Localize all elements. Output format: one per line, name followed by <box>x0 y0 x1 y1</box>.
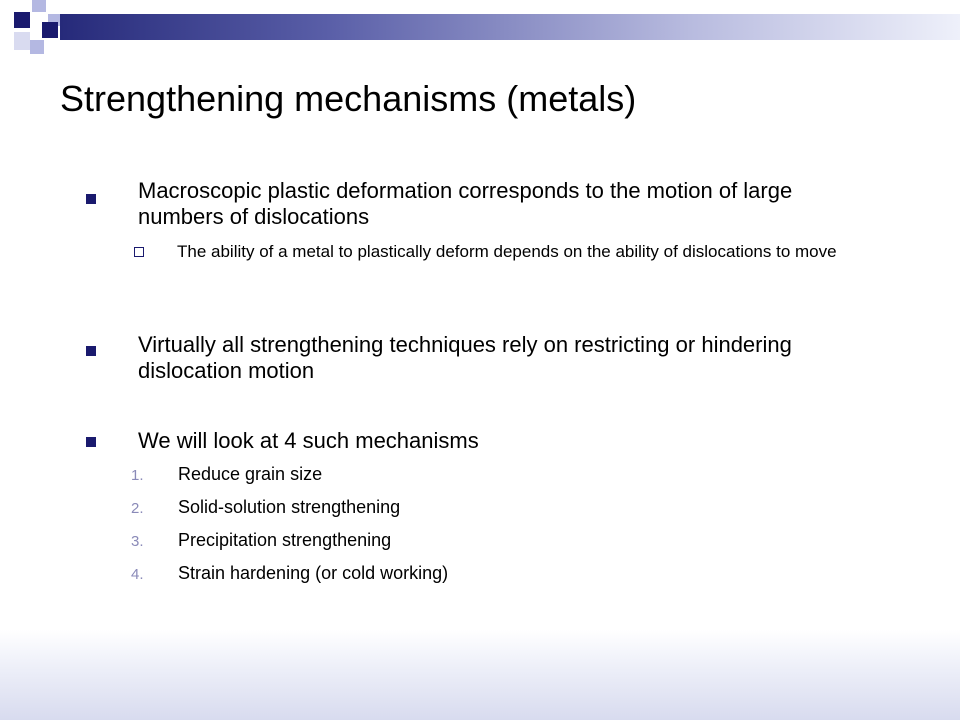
sub-bullet-hollow-square-icon <box>134 247 144 257</box>
list-item: Precipitation strengthening <box>178 530 392 550</box>
list-number: 1. <box>131 467 144 484</box>
sub-bullet-text: The ability of a metal to plastically deform depends on the ability of dislocations to move <box>177 242 837 261</box>
decor-square <box>30 40 44 54</box>
decor-square <box>14 12 30 28</box>
bullet-text: Macroscopic plastic deformation corresponds to the motion of large numbers of dislocations <box>138 178 793 229</box>
slide-title: Strengthening mechanisms (metals) <box>60 78 637 119</box>
list-item: Solid-solution strengthening <box>178 497 401 517</box>
decor-square <box>14 32 30 50</box>
list-number: 3. <box>131 533 144 550</box>
list-number: 2. <box>131 500 144 517</box>
decor-square <box>32 0 46 12</box>
bullet-square-icon <box>86 437 96 447</box>
bullet-square-icon <box>86 194 96 204</box>
decor-square <box>42 22 58 38</box>
bullet-text: We will look at 4 such mechanisms <box>138 428 479 453</box>
header-gradient-bar <box>60 14 960 40</box>
footer-gradient <box>0 630 960 720</box>
list-item: Strain hardening (or cold working) <box>178 563 449 583</box>
bullet-square-icon <box>86 346 96 356</box>
list-item: Reduce grain size <box>178 464 323 484</box>
bullet-text: Virtually all strengthening techniques rely on restricting or hindering dislocation motion <box>138 332 792 383</box>
list-number: 4. <box>131 566 144 583</box>
